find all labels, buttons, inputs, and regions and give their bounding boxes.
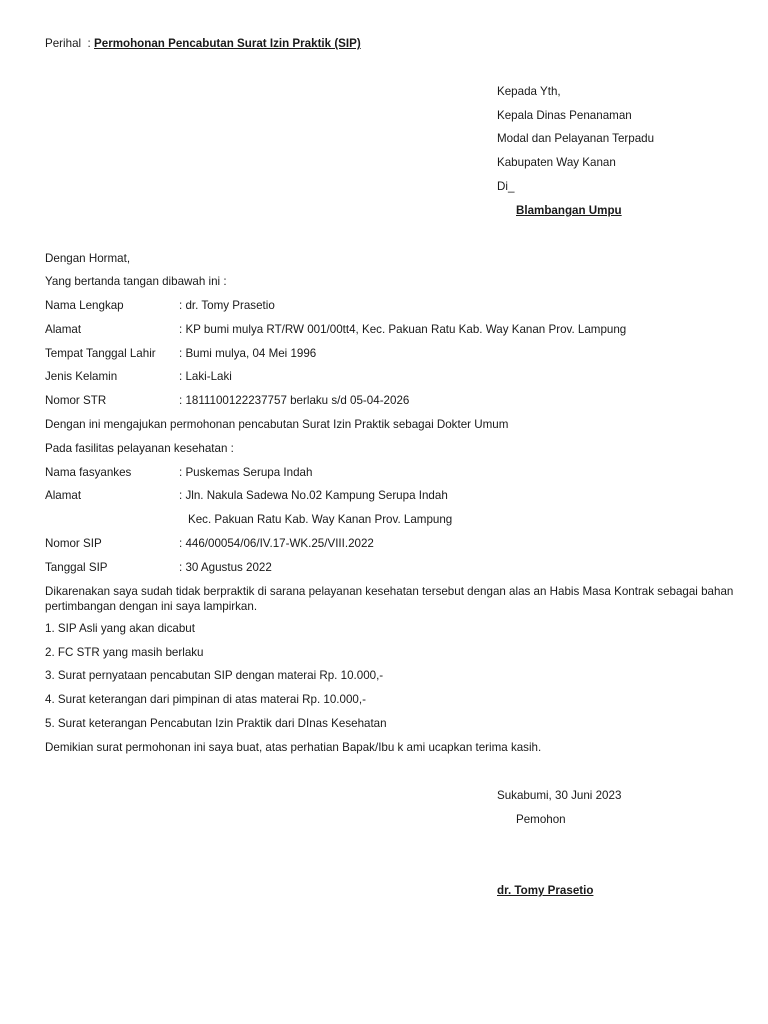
- attachment-item: 1. SIP Asli yang akan dicabut: [45, 622, 195, 635]
- subject-line: [45, 37, 361, 51]
- facility-address-value-2: Kec. Pakuan Ratu Kab. Way Kanan Prov. Lampung: [188, 513, 453, 526]
- reason-paragraph: Dikarenakan saya sudah tidak berpraktik di sarana pelayanan kesehatan tersebut dengan alas an Habis Masa Kontrak sebagai bahan pertimbangan dengan ini saya lampirkan.: [45, 585, 734, 613]
- applicant-str-value: : 1811100122237757 berlaku s/d 05-04-2026: [179, 394, 410, 407]
- recipient-line-5: Di_: [497, 180, 515, 193]
- facility-sip-value: : 446/00054/06/IV.17-WK.25/VIII.2022: [179, 537, 374, 550]
- facility-name-value: : Puskemas Serupa Indah: [179, 466, 313, 479]
- attachment-item: 3. Surat pernyataan pencabutan SIP dengan materai Rp. 10.000,-: [45, 669, 384, 682]
- facility-address-label: Alamat: [45, 489, 82, 502]
- facility-intro: Pada fasilitas pelayanan kesehatan :: [45, 442, 234, 455]
- recipient-line-4: Kabupaten Way Kanan: [497, 156, 616, 169]
- facility-date-label: Tanggal SIP: [45, 561, 108, 574]
- applicant-gender-label: Jenis Kelamin: [45, 370, 118, 383]
- closing-text: Demikian surat permohonan ini saya buat, atas perhatian Bapak/Ibu k ami ucapkan terima kasih.: [45, 741, 542, 754]
- signature-place-date: Sukabumi, 30 Juni 2023: [497, 789, 622, 802]
- subject-text: Permohonan Pencabutan Surat Izin Praktik (SIP): [94, 37, 361, 50]
- greeting: Dengan Hormat,: [45, 252, 131, 265]
- signature-role: Pemohon: [516, 813, 566, 826]
- applicant-name-label: Nama Lengkap: [45, 299, 124, 312]
- applicant-gender-value: : Laki-Laki: [179, 370, 232, 383]
- subject-label: Perihal: [45, 37, 82, 50]
- applicant-str-label: Nomor STR: [45, 394, 107, 407]
- signature-name: dr. Tomy Prasetio: [497, 884, 594, 897]
- attachment-item: 5. Surat keterangan Pencabutan Izin Praktik dari DInas Kesehatan: [45, 717, 387, 730]
- attachment-item: 4. Surat keterangan dari pimpinan di atas materai Rp. 10.000,-: [45, 693, 366, 706]
- attachment-item: 2. FC STR yang masih berlaku: [45, 646, 204, 659]
- applicant-birth-value: : Bumi mulya, 04 Mei 1996: [179, 347, 317, 360]
- recipient-line-3: Modal dan Pelayanan Terpadu: [497, 132, 655, 145]
- subject-separator: :: [87, 37, 91, 50]
- intro: Yang bertanda tangan dibawah ini :: [45, 275, 227, 288]
- recipient-place: Blambangan Umpu: [516, 204, 622, 217]
- facility-name-label: Nama fasyankes: [45, 466, 132, 479]
- applicant-name-value: : dr. Tomy Prasetio: [179, 299, 275, 312]
- applicant-address-label: Alamat: [45, 323, 82, 336]
- applicant-address-value: : KP bumi mulya RT/RW 001/00tt4, Kec. Pakuan Ratu Kab. Way Kanan Prov. Lampung: [179, 323, 627, 336]
- recipient-line-1: Kepada Yth,: [497, 85, 561, 98]
- applicant-birth-label: Tempat Tanggal Lahir: [45, 347, 156, 360]
- recipient-line-2: Kepala Dinas Penanaman: [497, 109, 632, 122]
- facility-sip-label: Nomor SIP: [45, 537, 102, 550]
- facility-date-value: : 30 Agustus 2022: [179, 561, 272, 574]
- facility-address-value: : Jln. Nakula Sadewa No.02 Kampung Serupa Indah: [179, 489, 448, 502]
- request-text: Dengan ini mengajukan permohonan pencabutan Surat Izin Praktik sebagai Dokter Umum: [45, 418, 509, 431]
